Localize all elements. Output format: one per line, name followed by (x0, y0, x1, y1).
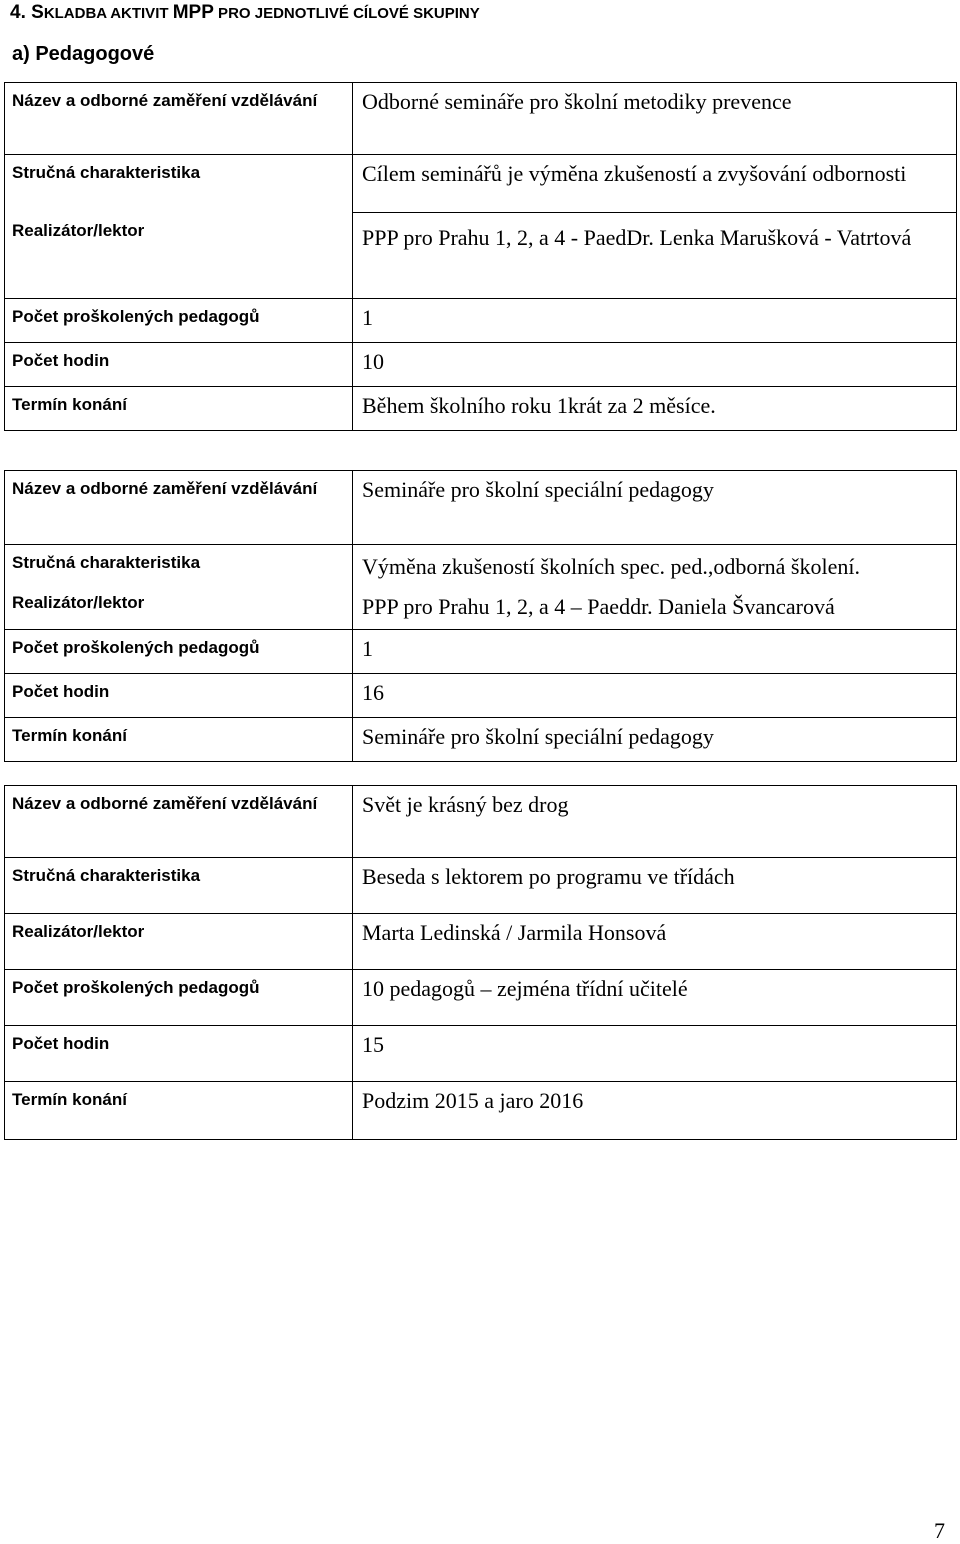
label-strucna: Stručná charakteristika (5, 545, 353, 586)
value-pocet-proskolenych: 10 pedagogů – zejména třídní učitelé (353, 970, 957, 1026)
value-strucna: Beseda s lektorem po programu ve třídách (353, 858, 957, 914)
table-row (5, 673, 957, 717)
label-termin: Termín konání (5, 1082, 353, 1140)
value-pocet-proskolenych: 1 (353, 299, 957, 343)
value-termin: Během školního roku 1krát za 2 měsíce. (353, 387, 957, 431)
value-strucna: Výměna zkušeností školních spec. ped.,odborná školení. (353, 545, 957, 586)
label-pocet-proskolenych: Počet proškolených pedagogů (5, 629, 353, 673)
value-pocet-hodin: 16 (353, 673, 957, 717)
table-row (5, 387, 957, 431)
table-row (5, 83, 957, 155)
label-realizator: Realizátor/lektor (5, 585, 353, 629)
label-pocet-hodin: Počet hodin (5, 1026, 353, 1082)
table-row (5, 343, 957, 387)
table-row (5, 786, 957, 858)
table-row (5, 471, 957, 545)
value-realizator: Marta Ledinská / Jarmila Honsová (353, 914, 957, 970)
label-nazev: Název a odborné zaměření vzdělávání (5, 83, 353, 155)
table-row (5, 970, 957, 1026)
value-realizator: PPP pro Prahu 1, 2, a 4 – Paeddr. Daniela Švancarová (353, 585, 957, 629)
table-row (5, 585, 957, 629)
table-row (5, 858, 957, 914)
label-termin: Termín konání (5, 717, 353, 761)
value-nazev: Svět je krásný bez drog (353, 786, 957, 858)
label-pocet-hodin: Počet hodin (5, 343, 353, 387)
label-strucna: Stručná charakteristika (5, 155, 353, 213)
table-row (5, 545, 957, 586)
subsection-heading: a) Pedagogové (12, 43, 155, 65)
value-termin: Semináře pro školní speciální pedagogy (353, 717, 957, 761)
label-pocet-proskolenych: Počet proškolených pedagogů (5, 970, 353, 1026)
table-row (5, 914, 957, 970)
table-row (5, 629, 957, 673)
value-termin: Podzim 2015 a jaro 2016 (353, 1082, 957, 1140)
value-nazev: Semináře pro školní speciální pedagogy (353, 471, 957, 545)
label-pocet-proskolenych: Počet proškolených pedagogů (5, 299, 353, 343)
label-nazev: Název a odborné zaměření vzdělávání (5, 786, 353, 858)
table-row (5, 299, 957, 343)
table-row (5, 717, 957, 761)
page-number: 7 (934, 1518, 945, 1543)
value-pocet-hodin: 10 (353, 343, 957, 387)
label-realizator: Realizátor/lektor (5, 914, 353, 970)
section-heading: 4. SKLADBA AKTIVIT MPP PRO JEDNOTLIVÉ CÍLOVÉ SKUPINY (10, 2, 480, 23)
value-nazev: Odborné semináře pro školní metodiky prevence (353, 83, 957, 155)
label-pocet-hodin: Počet hodin (5, 673, 353, 717)
label-realizator: Realizátor/lektor (5, 213, 353, 299)
label-strucna: Stručná charakteristika (5, 858, 353, 914)
activity-table-2 (4, 470, 957, 762)
table-row (5, 1082, 957, 1140)
value-strucna: Cílem seminářů je výměna zkušeností a zvyšování odbornosti (353, 155, 957, 213)
value-realizator: PPP pro Prahu 1, 2, a 4 - PaedDr. Lenka Marušková - Vatrtová (353, 213, 957, 299)
value-pocet-hodin: 15 (353, 1026, 957, 1082)
label-termin: Termín konání (5, 387, 353, 431)
table-row (5, 213, 957, 299)
label-nazev: Název a odborné zaměření vzdělávání (5, 471, 353, 545)
value-pocet-proskolenych: 1 (353, 629, 957, 673)
table-row (5, 1026, 957, 1082)
activity-table-1 (4, 82, 957, 431)
table-row (5, 155, 957, 213)
activity-table-3 (4, 785, 957, 1140)
